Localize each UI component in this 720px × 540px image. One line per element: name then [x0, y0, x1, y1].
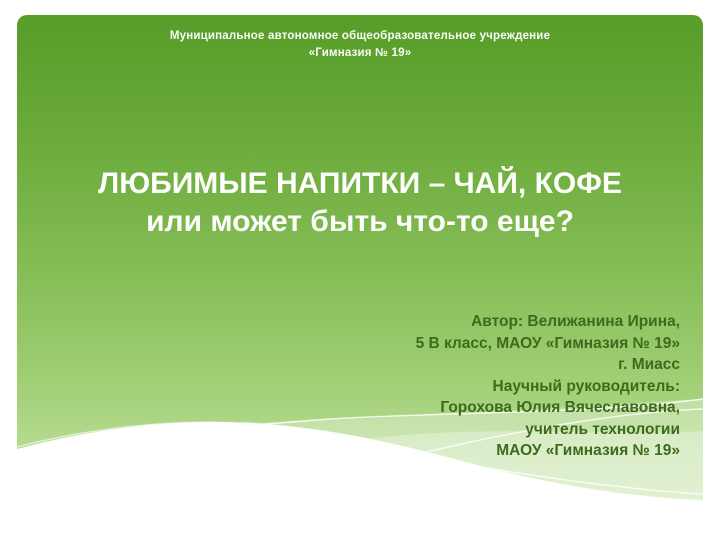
author-line: учитель технологии — [525, 420, 680, 438]
institution-header — [17, 28, 703, 62]
author-line: МАОУ «Гимназия № 19» — [496, 442, 680, 459]
author-block — [260, 311, 680, 462]
institution-header-line1: Муниципальное автономное общеобразовательное учреждение — [169, 30, 551, 42]
author-line: Горохова Юлия Вячеславовна, — [440, 399, 680, 416]
slide-title-line2: или может быть что-то еще? — [146, 205, 574, 238]
author-line: Научный руководитель: — [492, 377, 680, 395]
author-line: Автор: Велижанина Ирина, — [471, 313, 680, 330]
author-line: г. Миасс — [618, 356, 680, 373]
slide-title — [17, 165, 703, 241]
author-line: 5 В класс, МАОУ «Гимназия № 19» — [415, 334, 680, 352]
slide-canvas — [17, 15, 703, 527]
institution-header-line2: «Гимназия № 19» — [308, 47, 412, 59]
slide-title-line1: ЛЮБИМЫЕ НАПИТКИ – ЧАЙ, КОФЕ — [98, 167, 622, 200]
